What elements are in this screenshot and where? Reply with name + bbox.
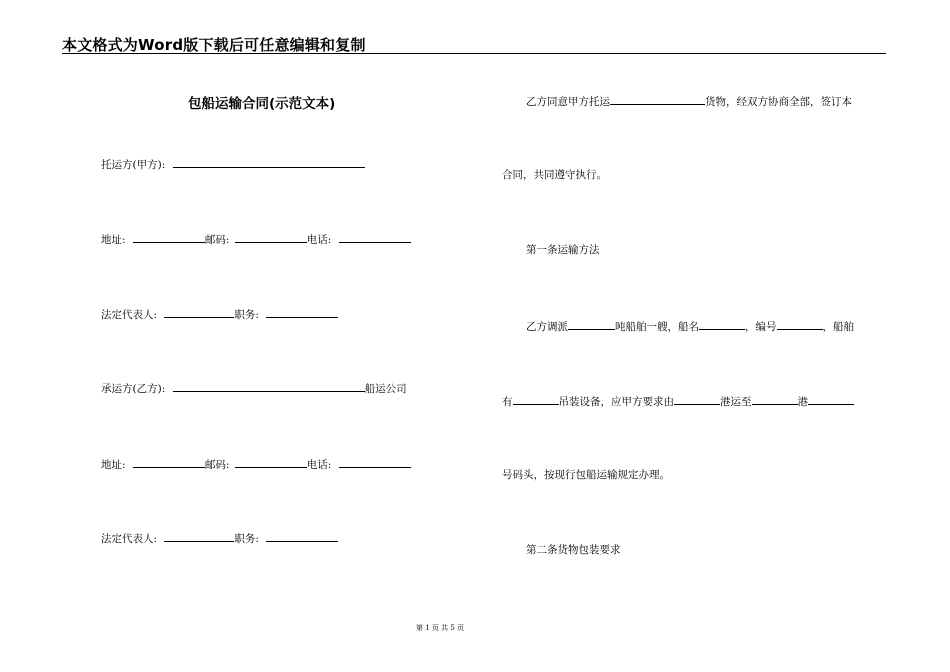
tonnage-blank[interactable] (568, 318, 615, 330)
rep-blank[interactable] (164, 530, 234, 542)
position-blank[interactable] (266, 306, 338, 318)
postcode-label: 邮码: (204, 459, 230, 471)
destination-port-blank[interactable] (752, 393, 798, 405)
wharf-number-blank[interactable] (808, 393, 854, 405)
intro-line (526, 93, 852, 109)
origin-port-blank[interactable] (674, 393, 720, 405)
intro-text-b: 货物，经双方协商全部，签订本 (705, 96, 852, 108)
intro-text-a: 乙方同意甲方托运 (526, 96, 610, 108)
address-blank[interactable] (133, 231, 205, 243)
rep-blank[interactable] (164, 306, 234, 318)
representative-line-1 (101, 306, 338, 322)
a1-l1-text-a: 乙方调派 (526, 321, 568, 333)
position-label: 职务: (234, 309, 259, 321)
article-1-title: 第一条运输方法 (526, 244, 600, 256)
phone-blank[interactable] (339, 231, 411, 243)
a1-l1-text-c: ，编号 (745, 321, 777, 333)
position-label: 职务: (234, 533, 259, 545)
shipper-blank[interactable] (173, 156, 365, 168)
a1-l2-text-c: 港运至 (720, 396, 752, 408)
address-blank[interactable] (133, 456, 205, 468)
shipper-line (101, 156, 365, 172)
ship-number-blank[interactable] (777, 318, 823, 330)
carrier-line (101, 380, 407, 396)
rep-label: 法定代表人: (101, 309, 158, 321)
article-1-line-2 (502, 393, 854, 409)
a1-l1-text-d: ，船舶 (822, 321, 854, 333)
document-title: 包船运输合同(示范文本) (188, 96, 336, 112)
header-divider (62, 53, 886, 54)
carrier-label: 承运方(乙方): (101, 383, 166, 395)
a1-l2-text-b: 吊装设备，应甲方要求由 (558, 396, 674, 408)
carrier-suffix: 船运公司 (364, 383, 407, 395)
shipper-label: 托运方(甲方): (101, 159, 166, 171)
goods-blank[interactable] (610, 93, 705, 105)
phone-label: 电话: (306, 234, 332, 246)
postcode-blank[interactable] (235, 456, 307, 468)
address-label: 地址: (101, 234, 126, 246)
article-2-title: 第二条货物包装要求 (526, 544, 621, 556)
address-line-2 (101, 456, 411, 472)
postcode-blank[interactable] (235, 231, 307, 243)
position-blank[interactable] (266, 530, 338, 542)
article-1-line-3: 号码头，按现行包船运输规定办理。 (502, 469, 670, 481)
phone-label: 电话: (306, 459, 332, 471)
equipment-blank[interactable] (513, 393, 559, 405)
rep-label: 法定代表人: (101, 533, 158, 545)
a1-l1-text-b: 吨船舶一艘，船名 (615, 321, 699, 333)
carrier-blank[interactable] (173, 380, 365, 392)
intro-continuation: 合同，共同遵守执行。 (502, 169, 607, 181)
address-label: 地址: (101, 459, 126, 471)
phone-blank[interactable] (339, 456, 411, 468)
postcode-label: 邮码: (204, 234, 230, 246)
a1-l2-text-d: 港 (797, 396, 808, 408)
page-footer: 第 1 页 共 5 页 (415, 624, 465, 632)
header-title: 本文格式为Word版下载后可任意编辑和复制 (62, 36, 366, 54)
a1-l2-text-a: 有 (502, 396, 513, 408)
representative-line-2 (101, 530, 338, 546)
ship-name-blank[interactable] (699, 318, 745, 330)
address-line-1 (101, 231, 411, 247)
article-1-line-1 (526, 318, 854, 334)
